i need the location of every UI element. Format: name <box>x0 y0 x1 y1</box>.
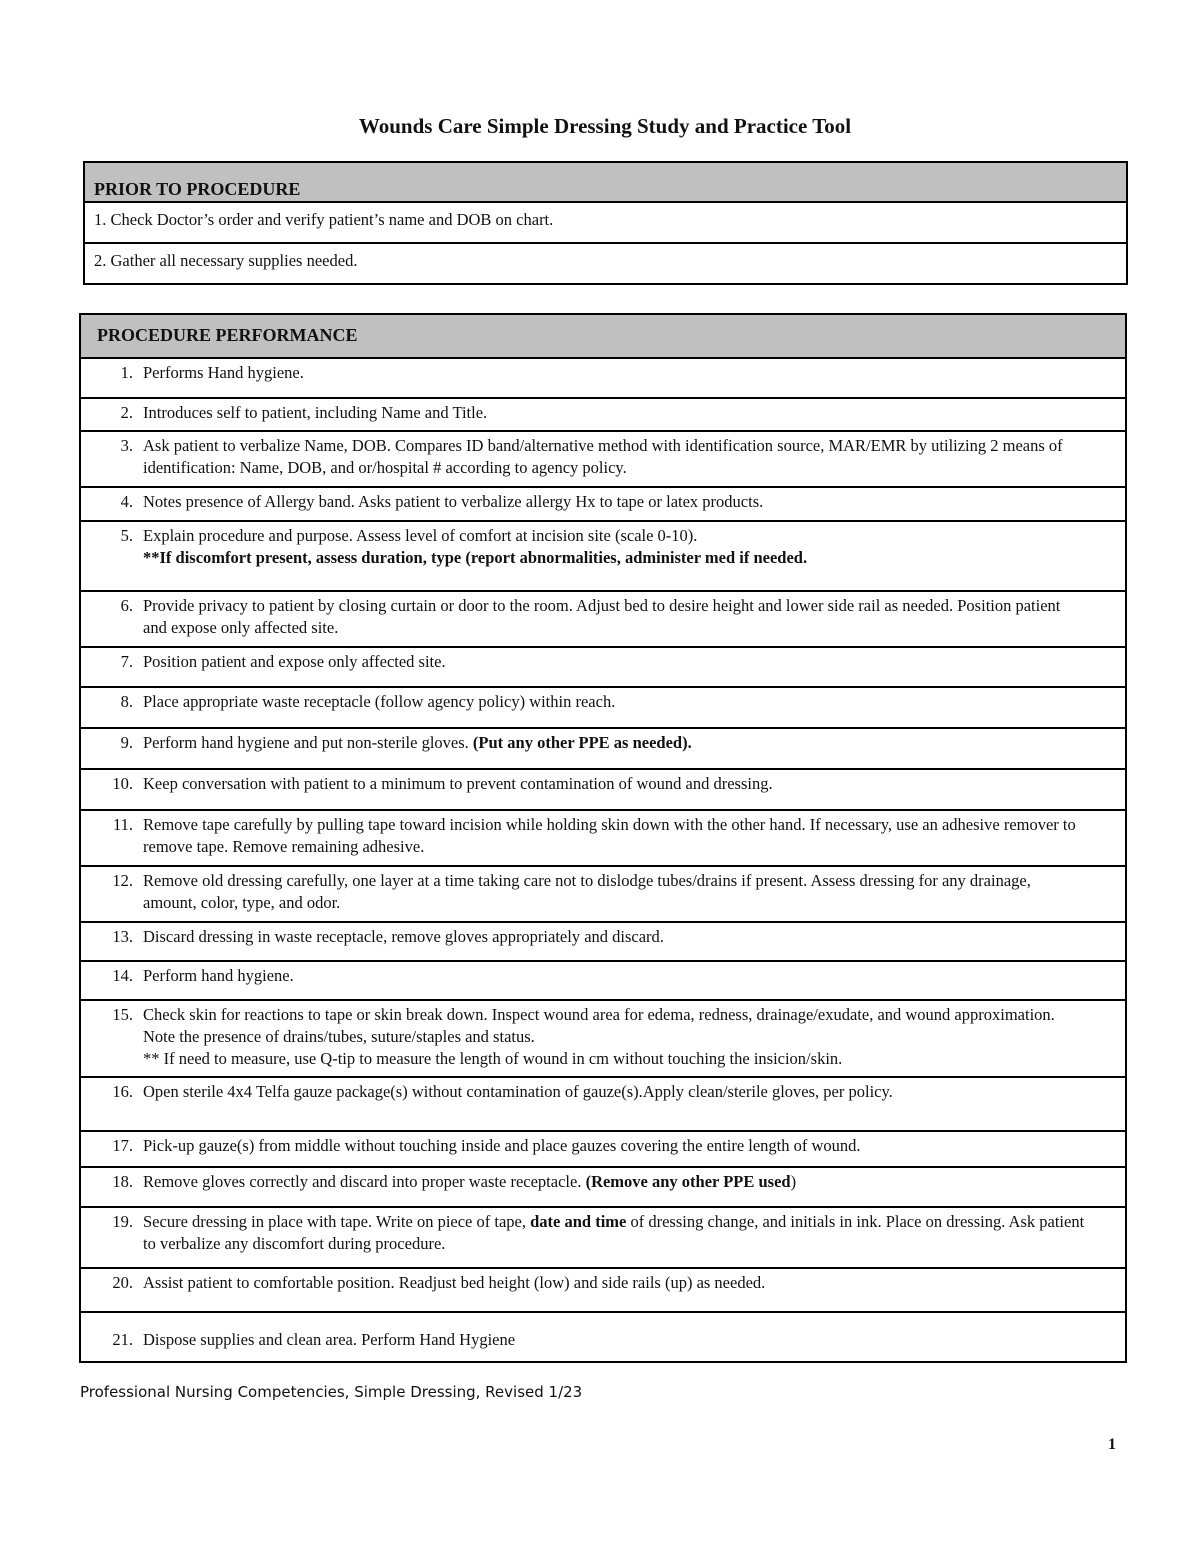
step-text: Performs Hand hygiene. <box>143 363 304 382</box>
table-row <box>80 769 1126 810</box>
step-text-end: ) <box>790 1172 797 1191</box>
table-row <box>80 591 1126 647</box>
step-text: Remove tape carefully by pulling tape toward incision while holding skin down with the other hand. If necessary, use an adhesive remover to remove tape. Remove remaining adhesive. <box>143 815 1076 856</box>
table-row <box>80 647 1126 687</box>
document-title: Wounds Care Simple Dressing Study and Practice Tool <box>358 114 852 138</box>
step-text: Secure dressing in place with tape. Write on piece of tape, <box>143 1212 531 1231</box>
table-row <box>80 1167 1126 1207</box>
step-number: 15. <box>112 1005 133 1024</box>
table-header-row <box>84 162 1127 202</box>
step-number: 19. <box>112 1212 133 1231</box>
step-text: Dispose supplies and clean area. Perform Hand Hygiene <box>143 1330 516 1349</box>
step-text: Pick-up gauze(s) from middle without touching inside and place gauzes covering the entire length of wound. <box>143 1136 861 1155</box>
step-text: Perform hand hygiene. <box>143 966 294 985</box>
step-text: Place appropriate waste receptacle (follow agency policy) within reach. <box>143 692 616 711</box>
table-row <box>80 358 1126 398</box>
step-number: 17. <box>112 1136 133 1155</box>
table-row <box>80 521 1126 591</box>
step-number: 5. <box>120 526 133 545</box>
table-row <box>80 1207 1126 1268</box>
table-row <box>80 1268 1126 1312</box>
step-text: Discard dressing in waste receptacle, remove gloves appropriately and discard. <box>143 927 664 946</box>
step-number: 18. <box>112 1172 133 1191</box>
step-text: Keep conversation with patient to a minimum to prevent contamination of wound and dressing. <box>143 774 773 793</box>
step-text: Explain procedure and purpose. Assess level of comfort at incision site (scale 0-10). <box>143 526 698 545</box>
step-text: Assist patient to comfortable position. Readjust bed height (low) and side rails (up) as needed. <box>143 1273 766 1292</box>
step-text: Introduces self to patient, including Name and Title. <box>143 403 488 422</box>
step-text: Remove old dressing carefully, one layer at a time taking care not to dislodge tubes/drains if present. Assess dressing for any drainage, amount, color, type, and odor. <box>143 871 1031 912</box>
step-emphasis-text: date and time <box>530 1212 627 1231</box>
table-row <box>80 810 1126 866</box>
step-number: 13. <box>112 927 133 946</box>
step-number: 3. <box>120 436 133 455</box>
step-text: Check skin for reactions to tape or skin break down. Inspect wound area for edema, redness, drainage/exudate, and wound approximation. Note the presence of drains/tubes, suture/staples and status. <box>143 1005 1055 1046</box>
step-number: 6. <box>120 596 133 615</box>
table-row <box>84 243 1127 284</box>
table-row <box>80 487 1126 521</box>
page-number: 1 <box>1108 1436 1116 1453</box>
table-header-row <box>80 314 1126 358</box>
procedure-performance-table <box>79 313 1127 1363</box>
step-text-after: of dressing change, and initials in ink. Place on dressing. Ask patient to verbalize any discomfort during procedure. <box>143 1212 1085 1253</box>
step-number: 20. <box>112 1273 133 1292</box>
step-text: Notes presence of Allergy band. Asks patient to verbalize allergy Hx to tape or latex products. <box>143 492 764 511</box>
step-number: 11. <box>112 815 133 834</box>
step-text: Ask patient to verbalize Name, DOB. Compares ID band/alternative method with identification source, MAR/EMR by utilizing 2 means of identification: Name, DOB, and or/hospital # according to agency policy. <box>143 436 1063 477</box>
table-row <box>80 1312 1126 1362</box>
step-number: 21. <box>112 1330 133 1349</box>
step-number: 7. <box>120 652 133 671</box>
table-row <box>80 922 1126 961</box>
step-text: Provide privacy to patient by closing curtain or door to the room. Adjust bed to desire height and lower side rail as needed. Position patient and expose only affected site. <box>143 596 1061 637</box>
step-number: 9. <box>120 733 133 752</box>
table-row <box>80 866 1126 922</box>
step-warning-text: **If discomfort present, assess duration, type (report abnormalities, administer med if needed. <box>143 548 808 567</box>
step-emphasis-text: (Remove any other PPE used <box>585 1172 791 1191</box>
step-number: 8. <box>120 692 133 711</box>
table-row <box>80 1131 1126 1167</box>
section-heading: PRIOR TO PROCEDURE <box>84 162 1127 202</box>
table-row <box>84 202 1127 243</box>
step-text: Open sterile 4x4 Telfa gauze package(s) without contamination of gauze(s).Apply clean/sterile gloves, per policy. <box>143 1082 893 1101</box>
table-row <box>80 1000 1126 1077</box>
step-text: Remove gloves correctly and discard into proper waste receptacle. <box>143 1172 586 1191</box>
table-row <box>80 1077 1126 1131</box>
table-row <box>80 728 1126 769</box>
step-number: 14. <box>112 966 133 985</box>
step-emphasis-text: (Put any other PPE as needed). <box>472 733 692 752</box>
prior-item-1: 1. Check Doctor’s order and verify patient’s name and DOB on chart. <box>84 202 1127 243</box>
table-row <box>80 961 1126 1000</box>
step-number: 1. <box>120 363 133 382</box>
step-text: Perform hand hygiene and put non-sterile gloves. <box>143 733 473 752</box>
step-number: 12. <box>112 871 133 890</box>
table-row <box>80 687 1126 728</box>
step-note-text: ** If need to measure, use Q-tip to measure the length of wound in cm without touching the insicion/skin. <box>143 1049 843 1068</box>
prior-to-procedure-table <box>83 161 1128 285</box>
step-number: 2. <box>120 403 133 422</box>
step-number: 4. <box>120 492 133 511</box>
section-heading: PROCEDURE PERFORMANCE <box>80 314 1126 358</box>
step-number: 16. <box>112 1082 133 1101</box>
step-text: Position patient and expose only affected site. <box>143 652 446 671</box>
table-row <box>80 431 1126 487</box>
page-footer: Professional Nursing Competencies, Simple Dressing, Revised 1/23 <box>80 1383 583 1401</box>
prior-item-2: 2. Gather all necessary supplies needed. <box>84 243 1127 284</box>
step-number: 10. <box>112 774 133 793</box>
table-row <box>80 398 1126 431</box>
